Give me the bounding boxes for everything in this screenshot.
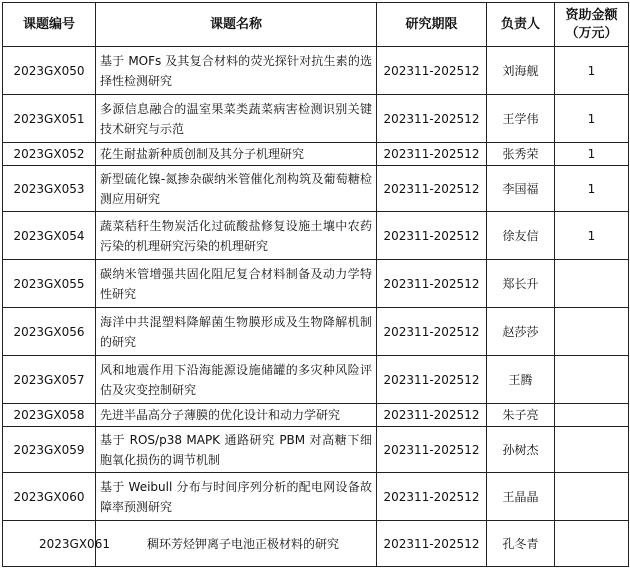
cell-funding bbox=[555, 404, 629, 427]
cell-period: 202311-202512 bbox=[377, 404, 487, 427]
cell-period: 202311-202512 bbox=[377, 356, 487, 404]
cell-code: 2023GX053 bbox=[3, 166, 96, 212]
table-row bbox=[3, 473, 629, 521]
cell-period: 202311-202512 bbox=[377, 521, 487, 567]
project-table bbox=[2, 2, 629, 567]
cell-name: 多源信息融合的温室果菜类蔬菜病害检测识别关键技术研究与示范 bbox=[96, 95, 377, 143]
cell-funding bbox=[555, 308, 629, 356]
cell-period: 202311-202512 bbox=[377, 260, 487, 308]
cell-period: 202311-202512 bbox=[377, 47, 487, 95]
cell-name: 风和地震作用下沿海能源设施储罐的多灾种风险评估及灾变控制研究 bbox=[96, 356, 377, 404]
cell-name: 新型硫化镍-氮掺杂碳纳米管催化剂构筑及葡萄糖检测应用研究 bbox=[96, 166, 377, 212]
cell-name: 花生耐盐新种质创制及其分子机理研究 bbox=[96, 143, 377, 166]
cell-leader: 孔冬青 bbox=[487, 521, 555, 567]
cell-funding: 1 bbox=[555, 166, 629, 212]
cell-name: 基于 Weibull 分布与时间序列分析的配电网设备故障率预测研究 bbox=[96, 473, 377, 521]
cell-leader: 王腾 bbox=[487, 356, 555, 404]
cell-funding: 1 bbox=[555, 212, 629, 260]
cell-code: 2023GX057 bbox=[3, 356, 96, 404]
header-name: 课题名称 bbox=[96, 3, 377, 47]
cell-period: 202311-202512 bbox=[377, 166, 487, 212]
cell-funding bbox=[555, 521, 629, 567]
cell-funding: 1 bbox=[555, 143, 629, 166]
cell-name: 先进半晶高分子薄膜的优化设计和动力学研究 bbox=[96, 404, 377, 427]
cell-period: 202311-202512 bbox=[377, 212, 487, 260]
table-row bbox=[3, 212, 629, 260]
table-row bbox=[3, 260, 629, 308]
cell-period: 202311-202512 bbox=[377, 473, 487, 521]
cell-period: 202311-202512 bbox=[377, 143, 487, 166]
cell-name: 基于 ROS/p38 MAPK 通路研究 PBM 对高糖下细胞氧化损伤的调节机制 bbox=[96, 427, 377, 473]
cell-leader: 张秀荣 bbox=[487, 143, 555, 166]
table-row bbox=[3, 404, 629, 427]
header-period: 研究期限 bbox=[377, 3, 487, 47]
table-row bbox=[3, 356, 629, 404]
cell-code: 2023GX059 bbox=[3, 427, 96, 473]
cell-period: 202311-202512 bbox=[377, 308, 487, 356]
cell-code: 2023GX055 bbox=[3, 260, 96, 308]
cell-funding: 1 bbox=[555, 95, 629, 143]
cell-code: 2023GX060 bbox=[3, 473, 96, 521]
table-row bbox=[3, 143, 629, 166]
cell-code: 2023GX054 bbox=[3, 212, 96, 260]
table-row bbox=[3, 308, 629, 356]
cell-leader: 李国福 bbox=[487, 166, 555, 212]
cell-name: 基于 MOFs 及其复合材料的荧光探针对抗生素的选择性检测研究 bbox=[96, 47, 377, 95]
table-header-row bbox=[3, 3, 629, 47]
table-row bbox=[3, 47, 629, 95]
table-row bbox=[3, 427, 629, 473]
header-code: 课题编号 bbox=[3, 3, 96, 47]
header-funding: 资助金额（万元） bbox=[555, 3, 629, 47]
cell-code: 2023GX051 bbox=[3, 95, 96, 143]
cell-code: 2023GX061 bbox=[3, 521, 96, 567]
cell-period: 202311-202512 bbox=[377, 427, 487, 473]
cell-name: 蔬菜秸秆生物炭活化过硫酸盐修复设施土壤中农药污染的机理研究污染的机理研究 bbox=[96, 212, 377, 260]
cell-funding: 1 bbox=[555, 47, 629, 95]
cell-leader: 朱子亮 bbox=[487, 404, 555, 427]
cell-leader: 郑长升 bbox=[487, 260, 555, 308]
cell-leader: 赵莎莎 bbox=[487, 308, 555, 356]
cell-code: 2023GX052 bbox=[3, 143, 96, 166]
cell-name: 海洋中共混塑料降解菌生物膜形成及生物降解机制的研究 bbox=[96, 308, 377, 356]
header-leader: 负责人 bbox=[487, 3, 555, 47]
table-row bbox=[3, 166, 629, 212]
cell-leader: 王晶晶 bbox=[487, 473, 555, 521]
cell-code: 2023GX056 bbox=[3, 308, 96, 356]
cell-funding bbox=[555, 427, 629, 473]
cell-leader: 徐友信 bbox=[487, 212, 555, 260]
cell-leader: 刘海舰 bbox=[487, 47, 555, 95]
cell-code: 2023GX058 bbox=[3, 404, 96, 427]
table-row bbox=[3, 95, 629, 143]
cell-code: 2023GX050 bbox=[3, 47, 96, 95]
cell-period: 202311-202512 bbox=[377, 95, 487, 143]
cell-funding bbox=[555, 260, 629, 308]
cell-funding bbox=[555, 473, 629, 521]
cell-name: 稠环芳烃钾离子电池正极材料的研究 bbox=[96, 521, 377, 567]
table-row bbox=[3, 521, 629, 567]
cell-funding bbox=[555, 356, 629, 404]
cell-name: 碳纳米管增强共固化阻尼复合材料制备及动力学特性研究 bbox=[96, 260, 377, 308]
cell-leader: 王学伟 bbox=[487, 95, 555, 143]
cell-leader: 孙树杰 bbox=[487, 427, 555, 473]
